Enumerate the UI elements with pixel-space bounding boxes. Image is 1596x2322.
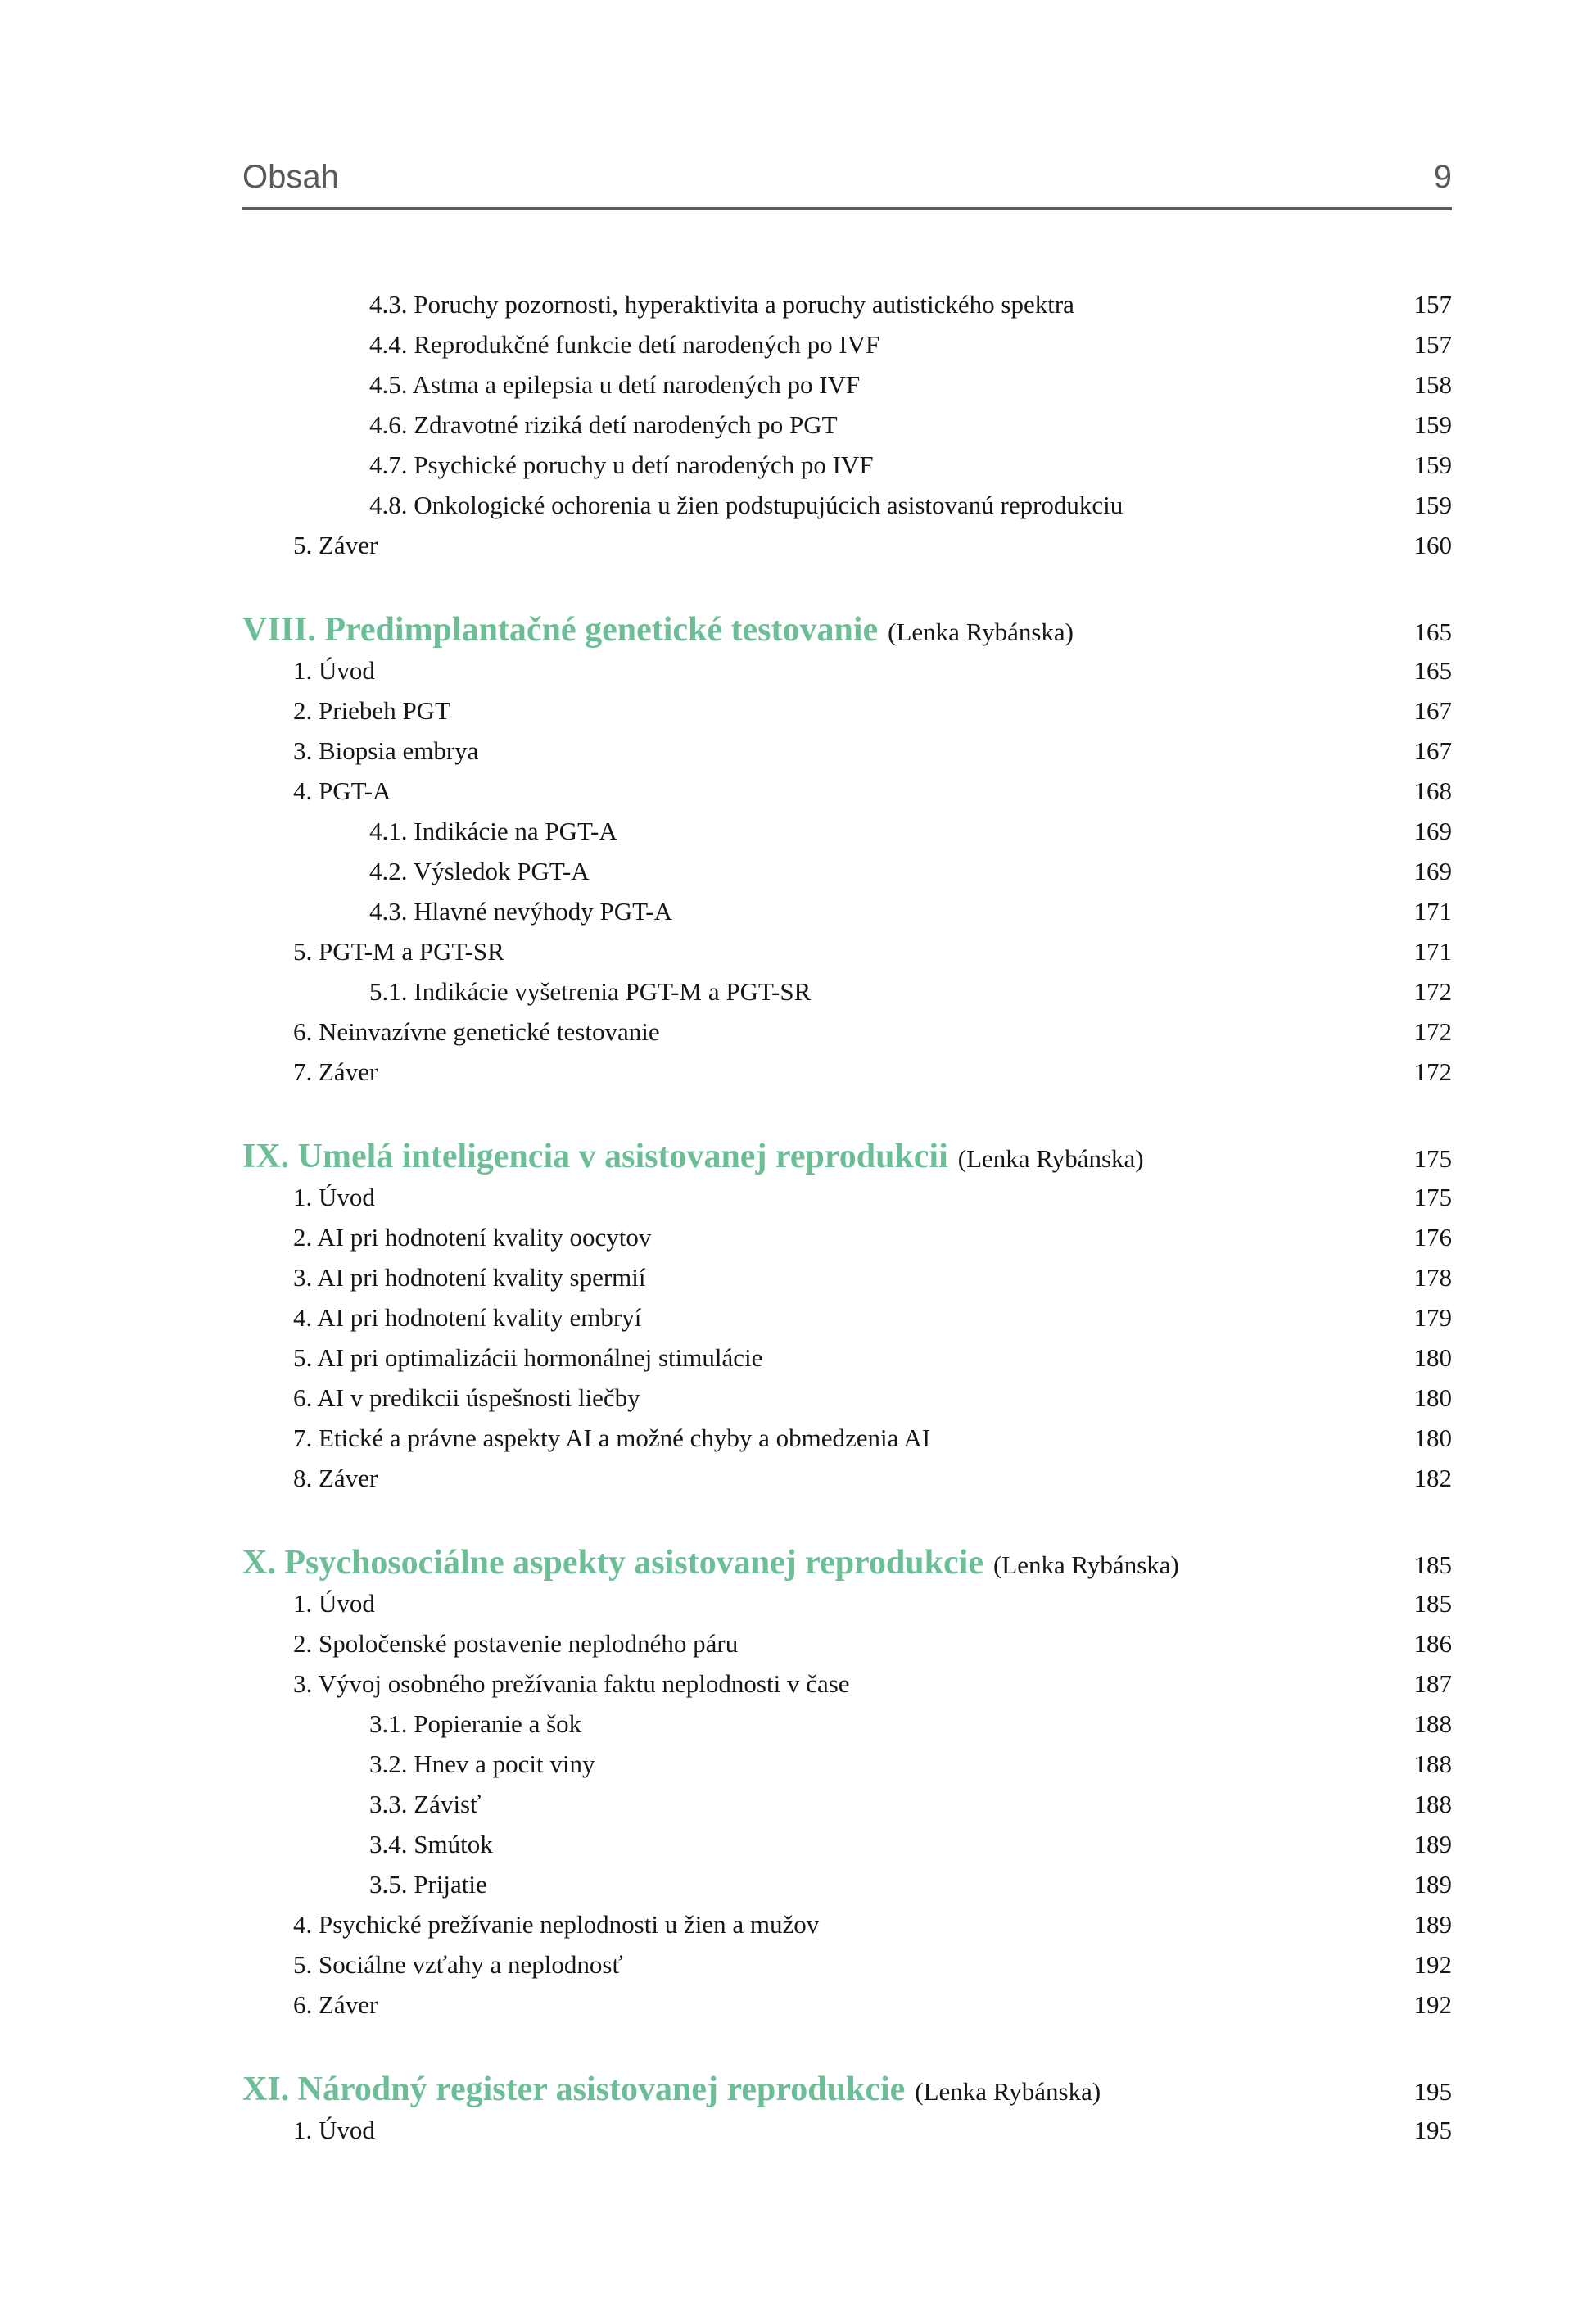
toc-entry-label: 5. Sociálne vzťahy a neplodnosť: [293, 1950, 623, 1979]
toc-entry: [242, 690, 1452, 731]
toc-entry-label: 4. AI pri hodnotení kvality embryí: [293, 1303, 642, 1332]
toc-entry-page-number: 188: [1413, 1709, 1452, 1738]
toc-entry-page-number: 182: [1413, 1464, 1452, 1492]
toc-entry-label: 5. AI pri optimalizácii hormonálnej stimulácie: [293, 1343, 763, 1372]
toc-entry: [242, 1297, 1452, 1338]
toc-entry-label: 4.8. Onkologické ochorenia u žien podstupujúcich asistovanú reprodukciu: [369, 491, 1124, 519]
toc-entry: [242, 2110, 1452, 2150]
toc-entry-label: 2. AI pri hodnotení kvality oocytov: [293, 1223, 652, 1252]
toc-entry-page-number: 159: [1413, 491, 1452, 519]
toc-section-heading-text: [242, 2070, 1101, 2112]
toc-entry-label: 4.3. Poruchy pozornosti, hyperaktivita a poruchy autistického spektra: [369, 290, 1074, 319]
toc-section-heading: [242, 2070, 1452, 2110]
toc-entry: [242, 1985, 1452, 2025]
toc-entry-page-number: 180: [1413, 1424, 1452, 1452]
toc-entry-label: 3.2. Hnev a pocit viny: [369, 1749, 595, 1778]
toc-entry-label: 4.7. Psychické poruchy u detí narodených po IVF: [369, 450, 874, 479]
toc-entry-label: 4.5. Astma a epilepsia u detí narodených po IVF: [369, 370, 861, 399]
toc-entry-label: 5.1. Indikácie vyšetrenia PGT-M a PGT-SR: [369, 977, 812, 1006]
toc-entry-label: 3.1. Popieranie a šok: [369, 1709, 582, 1738]
toc-section-heading-text: [242, 1137, 1144, 1179]
toc-entry: [242, 445, 1452, 485]
toc-entry-label: 2. Priebeh PGT: [293, 696, 451, 725]
toc-entry-page-number: 157: [1413, 290, 1452, 319]
toc-entry-label: 4. PGT-A: [293, 776, 391, 805]
toc-section-heading-text: [242, 1543, 1179, 1585]
toc-entry-label: 3.4. Smútok: [369, 1830, 493, 1858]
toc-entry-label: 6. Záver: [293, 1990, 378, 2019]
toc-entry: [242, 1623, 1452, 1663]
toc-entry: [242, 851, 1452, 891]
toc-entry: [242, 1177, 1452, 1217]
toc-section-title: VIII. Predimplantačné genetické testovanie: [242, 611, 879, 649]
toc-entry-page-number: 189: [1413, 1870, 1452, 1899]
toc-entry-page-number: 158: [1413, 370, 1452, 399]
toc-entry-label: 4.1. Indikácie na PGT-A: [369, 817, 617, 845]
toc-section-author: (Lenka Rybánska): [957, 1144, 1144, 1173]
toc-section-page-number: 175: [1413, 1144, 1452, 1173]
toc-entry: [242, 1458, 1452, 1498]
toc-entry-label: 3. Vývoj osobného prežívania faktu neplodnosti v čase: [293, 1669, 850, 1698]
toc-section-title: IX. Umelá inteligencia v asistovanej reprodukcii: [242, 1138, 948, 1175]
toc-entry-label: 2. Spoločenské postavenie neplodného páru: [293, 1629, 739, 1658]
toc-section-page-number: 185: [1413, 1550, 1452, 1579]
toc-entry: [242, 731, 1452, 771]
toc-entry-label: 7. Záver: [293, 1057, 378, 1086]
toc-entry-label: 4.3. Hlavné nevýhody PGT-A: [369, 897, 672, 926]
toc-section-page-number: 165: [1413, 618, 1452, 646]
toc-section-heading-text: [242, 610, 1074, 652]
toc-section-author: (Lenka Rybánska): [992, 1550, 1179, 1579]
toc-entry: [242, 650, 1452, 690]
toc-entry-label: 4.2. Výsledok PGT-A: [369, 857, 590, 885]
toc-entry-page-number: 176: [1413, 1223, 1452, 1252]
toc-entry: [242, 1052, 1452, 1092]
toc-entry: [242, 364, 1452, 405]
toc-entry: [242, 1704, 1452, 1744]
toc-entry-page-number: 159: [1413, 450, 1452, 479]
toc-entry-page-number: 195: [1413, 2116, 1452, 2144]
toc-entry-page-number: 180: [1413, 1343, 1452, 1372]
toc-entry-page-number: 188: [1413, 1790, 1452, 1818]
table-of-contents: [242, 284, 1452, 2150]
toc-entry-label: 6. AI v predikcii úspešnosti liečby: [293, 1383, 640, 1412]
toc-entry: [242, 771, 1452, 811]
toc-entry: [242, 1904, 1452, 1944]
toc-entry-page-number: 159: [1413, 410, 1452, 439]
toc-entry-page-number: 185: [1413, 1589, 1452, 1618]
toc-entry-page-number: 172: [1413, 1057, 1452, 1086]
toc-entry: [242, 1824, 1452, 1864]
toc-section-heading: [242, 610, 1452, 650]
toc-entry: [242, 1944, 1452, 1985]
toc-entry-page-number: 167: [1413, 696, 1452, 725]
running-header: [242, 159, 1452, 210]
toc-entry-page-number: 179: [1413, 1303, 1452, 1332]
toc-entry-page-number: 189: [1413, 1910, 1452, 1939]
toc-entry: [242, 405, 1452, 445]
toc-entry-label: 1. Úvod: [293, 2116, 375, 2144]
toc-entry-label: 7. Etické a právne aspekty AI a možné chyby a obmedzenia AI: [293, 1424, 931, 1452]
toc-entry: [242, 1784, 1452, 1824]
toc-entry-page-number: 160: [1413, 531, 1452, 559]
toc-section-heading: [242, 1137, 1452, 1177]
toc-entry-page-number: 189: [1413, 1830, 1452, 1858]
toc-entry: [242, 1744, 1452, 1784]
toc-entry-page-number: 192: [1413, 1950, 1452, 1979]
toc-entry-label: 1. Úvod: [293, 1589, 375, 1618]
running-header-title: Obsah: [242, 159, 339, 195]
toc-entry: [242, 1663, 1452, 1704]
toc-entry-page-number: 171: [1413, 937, 1452, 966]
toc-section-author: (Lenka Rybánska): [915, 2077, 1101, 2106]
toc-entry-label: 3. Biopsia embrya: [293, 736, 479, 765]
toc-entry-page-number: 168: [1413, 776, 1452, 805]
toc-entry-label: 3.3. Závisť: [369, 1790, 482, 1818]
toc-entry: [242, 1338, 1452, 1378]
toc-entry-page-number: 171: [1413, 897, 1452, 926]
toc-entry-page-number: 178: [1413, 1263, 1452, 1292]
running-header-page-number: 9: [1433, 159, 1452, 195]
toc-entry: [242, 485, 1452, 525]
toc-entry-page-number: 186: [1413, 1629, 1452, 1658]
toc-entry-page-number: 187: [1413, 1669, 1452, 1698]
toc-entry: [242, 971, 1452, 1012]
toc-entry-label: 8. Záver: [293, 1464, 378, 1492]
toc-entry-label: 5. PGT-M a PGT-SR: [293, 937, 504, 966]
toc-entry-page-number: 192: [1413, 1990, 1452, 2019]
toc-entry-page-number: 180: [1413, 1383, 1452, 1412]
toc-entry: [242, 1583, 1452, 1623]
toc-entry-page-number: 165: [1413, 656, 1452, 685]
toc-section-author: (Lenka Rybánska): [888, 618, 1074, 646]
toc-entry: [242, 931, 1452, 971]
toc-entry-label: 4.6. Zdravotné riziká detí narodených po PGT: [369, 410, 838, 439]
toc-entry-label: 5. Záver: [293, 531, 378, 559]
toc-entry-page-number: 175: [1413, 1183, 1452, 1211]
toc-entry-page-number: 157: [1413, 330, 1452, 359]
toc-entry: [242, 811, 1452, 851]
toc-entry-page-number: 188: [1413, 1749, 1452, 1778]
toc-entry-page-number: 169: [1413, 857, 1452, 885]
toc-section-heading: [242, 1543, 1452, 1583]
toc-entry-label: 3.5. Prijatie: [369, 1870, 487, 1899]
toc-section-page-number: 195: [1413, 2077, 1452, 2106]
toc-entry: [242, 1864, 1452, 1904]
toc-entry-page-number: 169: [1413, 817, 1452, 845]
toc-entry: [242, 284, 1452, 324]
toc-entry-label: 6. Neinvazívne genetické testovanie: [293, 1017, 660, 1046]
toc-entry: [242, 1257, 1452, 1297]
toc-section-title: X. Psychosociálne aspekty asistovanej reprodukcie: [242, 1544, 983, 1582]
toc-entry: [242, 525, 1452, 565]
toc-entry-label: 1. Úvod: [293, 1183, 375, 1211]
toc-entry-label: 3. AI pri hodnotení kvality spermií: [293, 1263, 646, 1292]
toc-entry: [242, 1418, 1452, 1458]
toc-section-title: XI. Národný register asistovanej reprodukcie: [242, 2071, 906, 2108]
toc-entry-page-number: 172: [1413, 1017, 1452, 1046]
toc-entry: [242, 1012, 1452, 1052]
toc-entry-page-number: 167: [1413, 736, 1452, 765]
toc-entry-label: 4.4. Reprodukčné funkcie detí narodených po IVF: [369, 330, 880, 359]
toc-entry: [242, 891, 1452, 931]
toc-entry: [242, 324, 1452, 364]
toc-entry-label: 1. Úvod: [293, 656, 375, 685]
toc-entry: [242, 1217, 1452, 1257]
toc-entry: [242, 1378, 1452, 1418]
toc-entry-label: 4. Psychické prežívanie neplodnosti u žien a mužov: [293, 1910, 820, 1939]
toc-entry-page-number: 172: [1413, 977, 1452, 1006]
